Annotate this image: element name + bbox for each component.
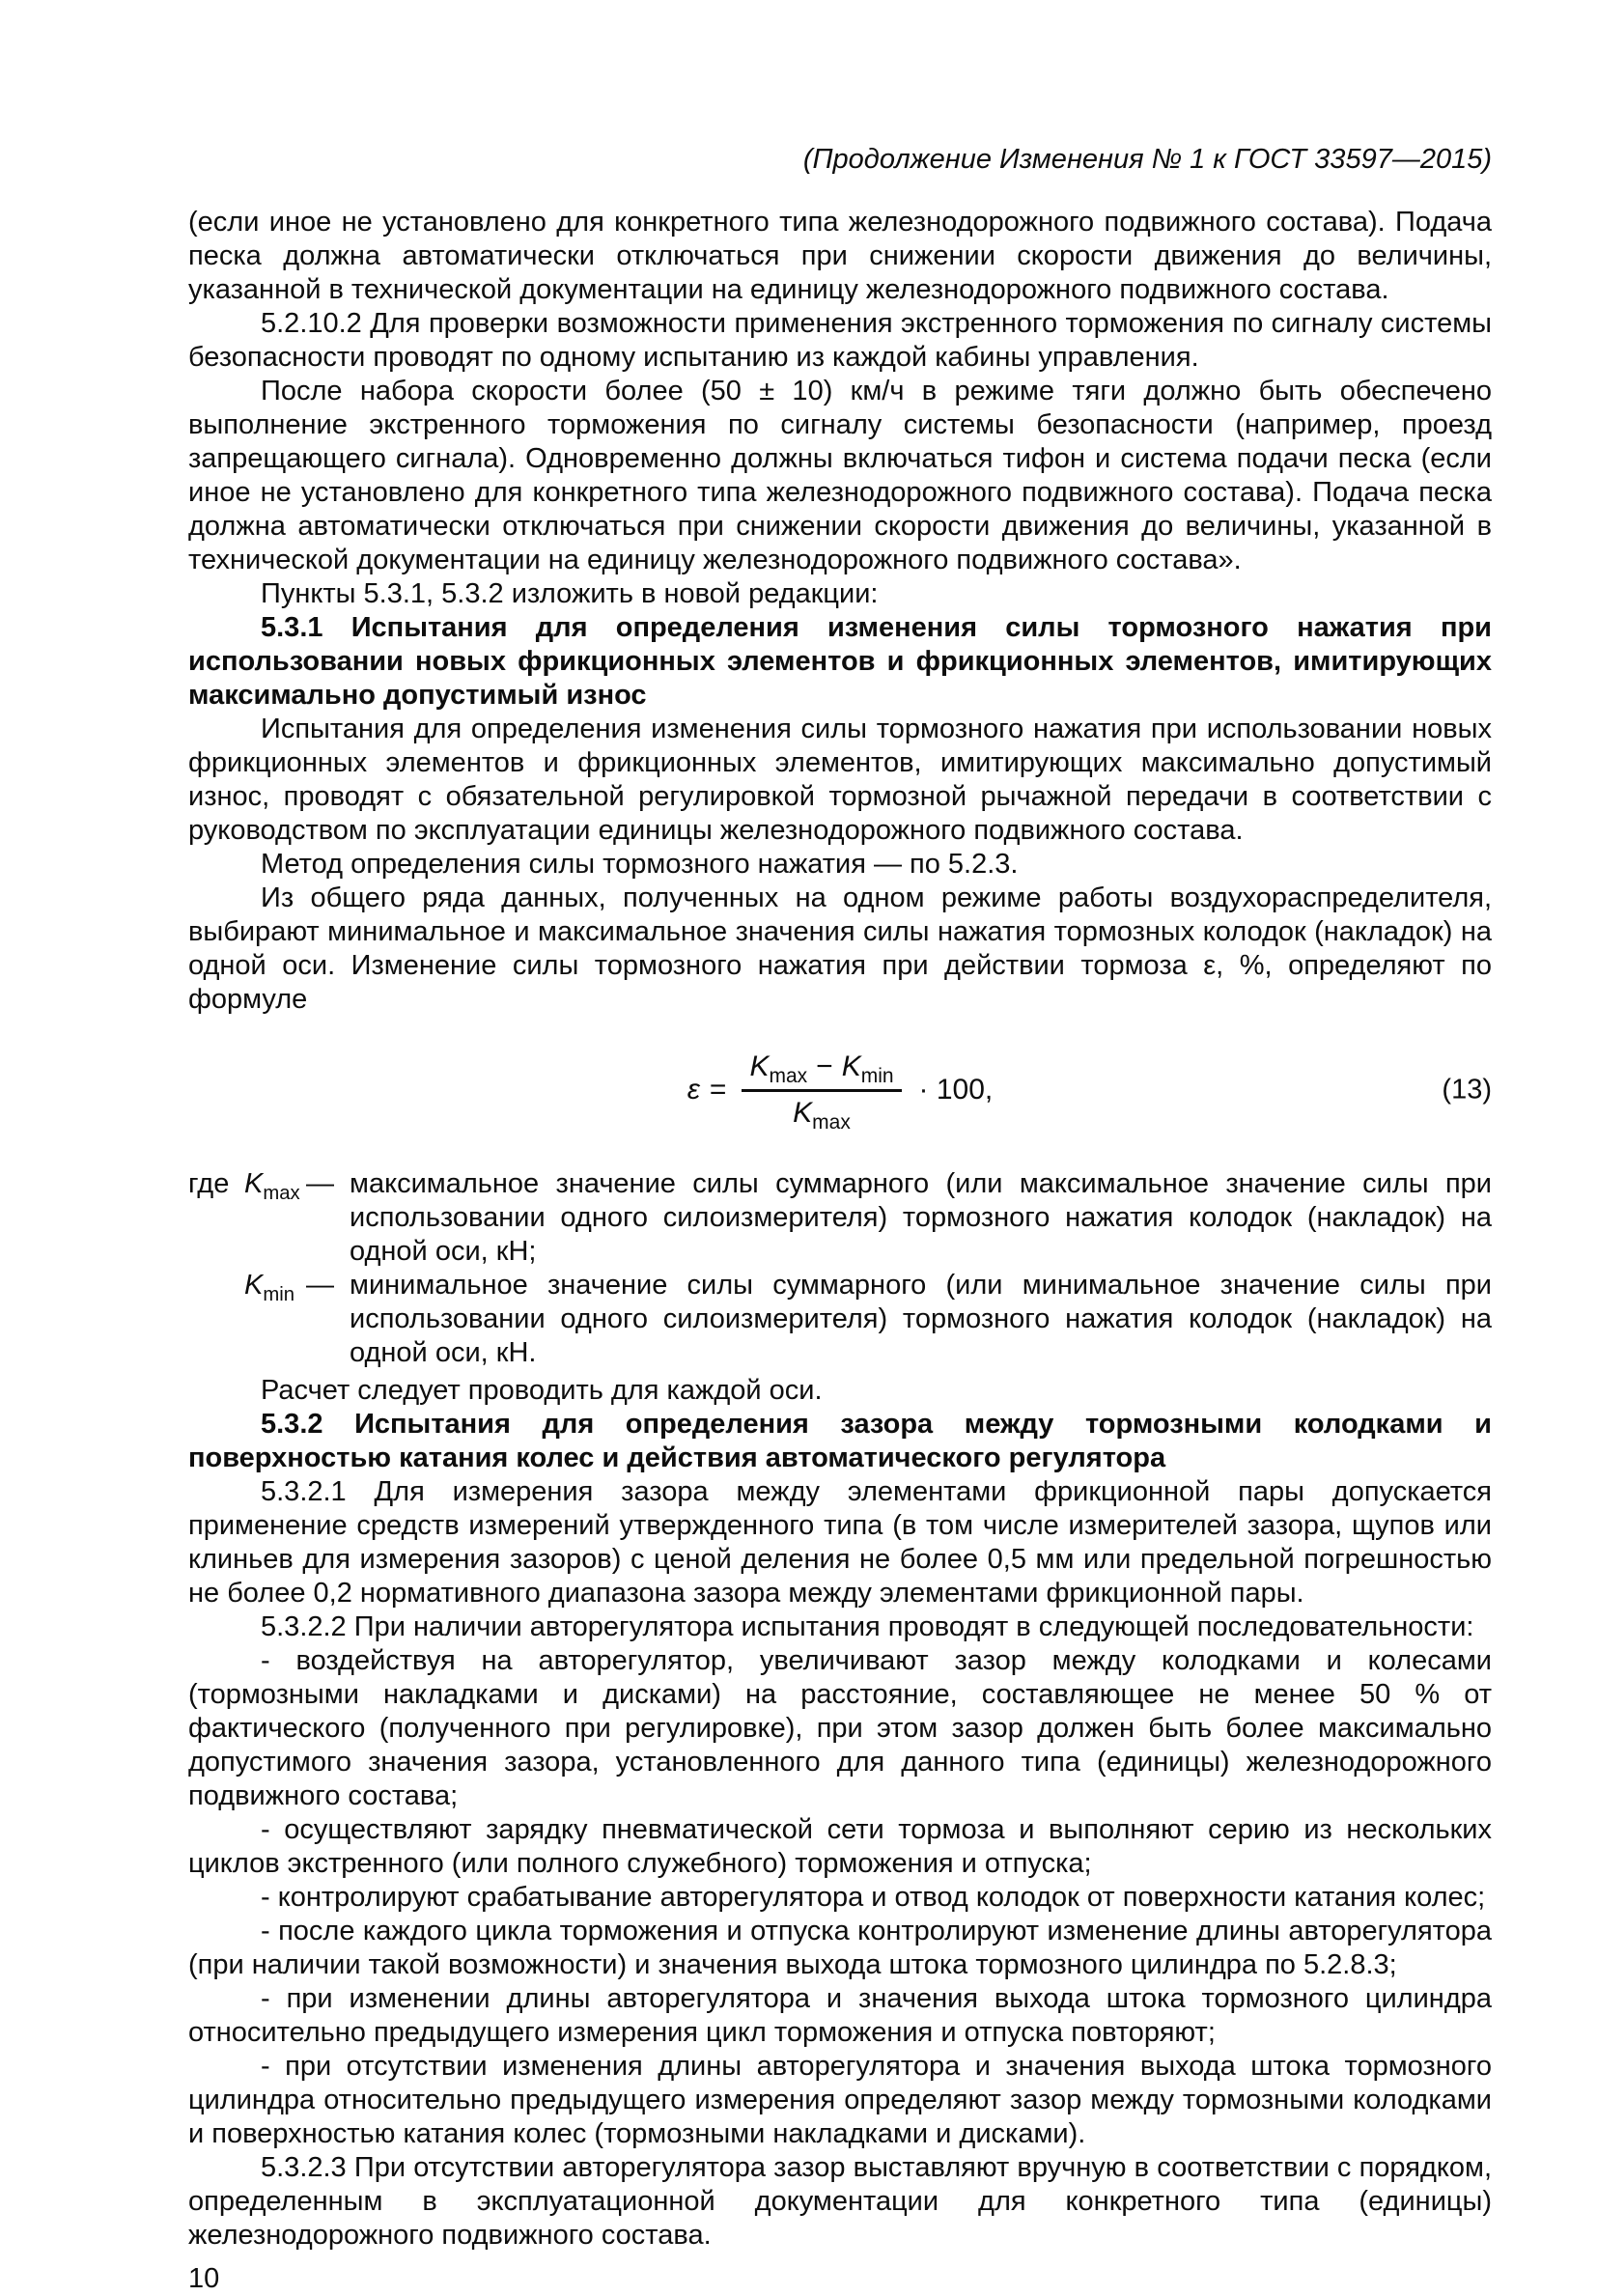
- list-item-charge-network: - осуществляют зарядку пневматической сети тормоза и выполняют серию из нескольких циклов экстренного (или полного служебного) торможения и отпуска;: [188, 1814, 1492, 1879]
- numerator-max-subscript: max: [769, 1065, 808, 1087]
- numerator-min-subscript: min: [860, 1065, 894, 1087]
- paragraph-continuation: (если иное не установлено для конкретного типа железнодорожного подвижного состава). Подача песка должна автоматически отключаться при снижении скорости движения до величины, указанной в технической документации на единицу железнодорожного подвижного состава.: [188, 207, 1492, 305]
- formula-fraction: [742, 1050, 901, 1134]
- k-min-definition-text: минимальное значение силы суммарного (или минимальное значение силы при использовании одного силоизмерителя) тормозного нажатия колодок (накладок) на одной оси, кН.: [350, 1270, 1492, 1368]
- max-subscript: max: [263, 1182, 300, 1204]
- numerator-k-max-symbol: K: [749, 1050, 770, 1082]
- k-max-definition-text: максимальное значение силы суммарного (или максимальное значение силы при использовании одного силоизмерителя) тормозного нажатия колодок (накладок) на одной оси, кН;: [350, 1168, 1492, 1267]
- heading-5-3-1: 5.3.1 Испытания для определения изменения силы тормозного нажатия при использовании новых фрикционных элементов и фрикционных элементов, имитирующих максимально допустимый износ: [188, 612, 1492, 711]
- k-min-symbol: [244, 1269, 304, 1370]
- definition-dash: —: [306, 1270, 334, 1301]
- formula-multiplier: · 100,: [918, 1074, 994, 1106]
- formula-denominator: [793, 1092, 851, 1134]
- formula-definitions: [188, 1167, 1492, 1370]
- k-symbol: K: [244, 1270, 264, 1301]
- min-subscript: min: [263, 1283, 295, 1305]
- list-item-increase-gap: - воздействуя на авторегулятор, увеличивают зазор между колодками и колесами (тормозными накладками и дисками) на расстояние, составляющее не менее 50 % от фактического (полученного при регулировке), при этом зазор должен быть более максимально допустимого значения зазора, установленного для данного типа (единицы) железнодорожного подвижного состава;: [188, 1645, 1492, 1811]
- list-item-monitor-regulator: - контролируют срабатывание авторегулятора и отвод колодок от поверхности катания колес;: [261, 1882, 1486, 1913]
- heading-5-3-2: 5.3.2 Испытания для определения зазора между тормозными колодками и поверхностью катания колес и действия автоматического регулятора: [188, 1409, 1492, 1473]
- definition-dash: —: [306, 1168, 334, 1199]
- paragraph-5-2-10-2: 5.2.10.2 Для проверки возможности применения экстренного торможения по сигналу системы безопасности проводят по одному испытанию из каждой кабины управления.: [188, 308, 1492, 373]
- paragraph-5-3-1-body: Испытания для определения изменения силы тормозного нажатия при использовании новых фрикционных элементов и фрикционных элементов, имитирующих максимально допустимый износ, проводят с обязательной регулировкой тормозной рычажной передачи в соответствии с руководством по эксплуатации единицы железнодорожного подвижного состава.: [188, 714, 1492, 846]
- formula-block: [188, 1040, 1492, 1140]
- k-symbol: K: [244, 1168, 264, 1199]
- paragraph-data-series: Из общего ряда данных, полученных на одном режиме работы воздухораспределителя, выбирают минимальное и максимальное значения силы нажатия тормозных колодок (накладок) на одной оси. Изменение силы тормозного нажатия при действии тормоза ε, %, определяют по формуле: [188, 882, 1492, 1015]
- formula-epsilon: [686, 1050, 994, 1134]
- list-item-length-unchanged: - при отсутствии изменения длины авторегулятора и значения выхода штока тормозного цилиндра относительно предыдущего измерения определяют зазор между тормозными колодками и поверхностью катания колес (тормозными накладками и дисками).: [188, 2051, 1492, 2149]
- k-max-symbol: [244, 1167, 304, 1269]
- formula-equals-sign: =: [709, 1074, 727, 1106]
- definition-k-min: [188, 1269, 1492, 1370]
- list-item-after-each-cycle: - после каждого цикла торможения и отпуска контролируют изменение длины авторегулятора (при наличии такой возможности) и значения выхода штока тормозного цилиндра по 5.2.8.3;: [188, 1916, 1492, 1980]
- paragraph-method: Метод определения силы тормозного нажатия — по 5.2.3.: [261, 849, 1019, 880]
- definition-k-max: [188, 1167, 1492, 1269]
- where-label-spacer: [188, 1269, 244, 1370]
- paragraph-calc-each-axle: Расчет следует проводить для каждой оси.: [261, 1375, 823, 1406]
- paragraph-5-3-2-3: 5.3.2.3 При отсутствии авторегулятора зазор выставляют вручную в соответствии с порядком, определенным в эксплуатационной документации для конкретного типа (единицы) железнодорожного подвижного состава.: [188, 2152, 1492, 2251]
- paragraph-amendment-instruction: Пункты 5.3.1, 5.3.2 изложить в новой редакции:: [261, 578, 879, 609]
- where-label: где: [188, 1168, 230, 1199]
- formula-equation-number: (13): [1442, 1074, 1492, 1106]
- denominator-max-subscript: max: [812, 1111, 851, 1134]
- running-header: (Продолжение Изменения № 1 к ГОСТ 33597—2015): [802, 144, 1492, 175]
- numerator-k-min-symbol: K: [841, 1050, 861, 1082]
- page-number: 10: [188, 2263, 220, 2294]
- minus-sign: −: [816, 1050, 833, 1082]
- paragraph-5-3-2-1: 5.3.2.1 Для измерения зазора между элементами фрикционной пары допускается применение средств измерений утвержденного типа (в том числе измерителей зазора, щупов или клиньев для измерения зазоров) с ценой деления не более 0,5 мм или предельной погрешностью не более 0,2 нормативного диапазона зазора между элементами фрикционной пары.: [188, 1476, 1492, 1609]
- paragraph-speed-test: После набора скорости более (50 ± 10) км/ч в режиме тяги должно быть обеспечено выполнение экстренного торможения по сигналу системы безопасности (например, проезд запрещающего сигнала). Одновременно должны включаться тифон и система подачи песка (если иное не установлено для конкретного типа железнодорожного подвижного состава). Подача песка должна автоматически отключаться при снижении скорости движения до величины, указанной в технической документации на единицу железнодорожного подвижного состава».: [188, 376, 1492, 575]
- formula-lhs-symbol: ε: [686, 1074, 700, 1106]
- paragraph-5-3-2-2: 5.3.2.2 При наличии авторегулятора испытания проводят в следующей последовательности:: [261, 1611, 1474, 1642]
- denominator-k-symbol: K: [793, 1097, 813, 1129]
- formula-numerator: [742, 1050, 901, 1092]
- list-item-length-changed: - при изменении длины авторегулятора и значения выхода штока тормозного цилиндра относительно предыдущего измерения цикл торможения и отпуска повторяют;: [188, 1983, 1492, 2048]
